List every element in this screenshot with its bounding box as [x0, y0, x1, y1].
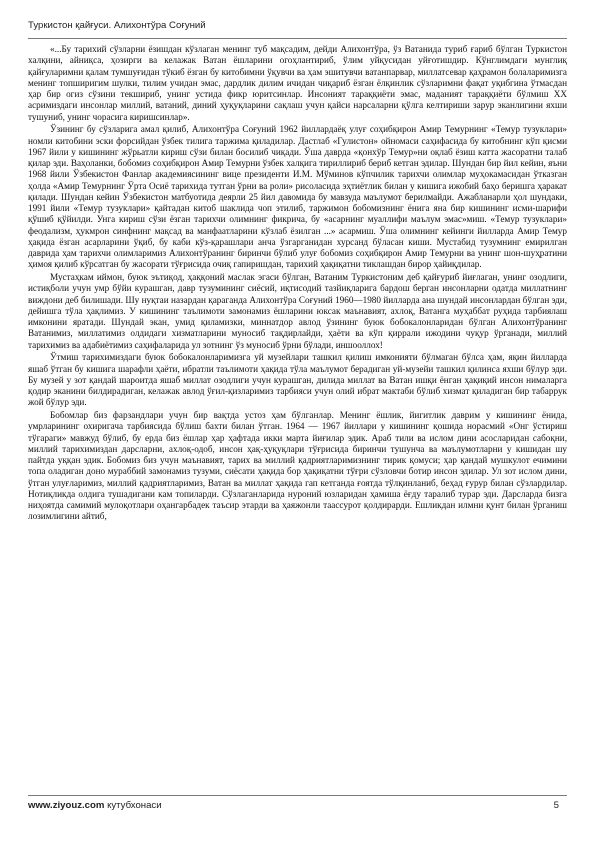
footer-site-link[interactable]: www.ziyouz.com [28, 800, 105, 811]
paragraph-1: «...Бу тарихий сўзларни ёзишдан кўзлаган менинг туб мақсадим, дейди Алихонтўра, ўз Ватанида туриб ғариб бўлган Туркистон халқини, айниқса, ҳозирги ва келажак Ватан ёшларини огоҳлантириб, ўлим уйқусидан уйғотишдир. Кўнглимдаги мунглиқ қайғуларимни қалам тумшуғидан тўкиб ёзган бу китобимни ўқувчи ва ҳам эшитувчи ватанпарвар, миллатсевар қаҳрамон болаларимизга менинг топширигим шулки, тилим учидан эмас, дардлик дилим ичидан чиқариб ёзган ёлқинлик сўзларимни фақат уқибгина ўтмасдан ҳар бир огиз сўзини текшириб, унинг устида фикр юритсинлар. Инсоният тараққиёти эмас, маданият тараққиёти бўлмиш XX асримиздаги инсонлар миллий, ватаний, диний ҳуқуқларини сақлаш учун қайси нарсаларни қўлга келтириши зарур эканлигини яхши тушуниб, унинг чорасига киришсинлар». [28, 44, 567, 122]
page-body [28, 44, 567, 789]
paragraph-2: Ўзининг бу сўзларига амал қилиб, Алихонтўра Соғуний 1962 йиллардаёқ улуғ соҳибқирон Амир Темурнинг «Темур тузуклари» номли китобини эски форсийдан ўзбек тилига таржима қиладилар. Дастлаб «Гулистон» ойномаси саҳифасида бу китобнинг кўп қисми 1967 йили у кишининг жўрьатли кириш сўзи билан босилиб чиқади. Ўша даврда «қонхўр Темур»ни оқлаб ёзиш катта жасоратни талаб қилар эди. Ваҳоланки, бобомиз соҳибқирон Амир Темурни ўзбек халқига тириллириб бериб кетган эдилар. Шундан бир йил кейин, яъни 1968 йили Ўзбекистон Фанлар академиясининг вице президенти И.М. Мўминов кўпчилик тарихчи олимлар муҳокамасидан ўтказган ҳолда «Амир Темурнинг Ўрта Осиё тарихида тутган ўрни ва роли» рисоласида эҳтиётлик билан у кишига ижобий баҳо беришга ҳаракат қилади. Шундан кейин Ўзбекистон матбуотида деярли 25 йил давомида бу мавзуда маълумот берилмайди. Ажабланарли ҳол шундаки, 1991 йили «Темур тузуклари» қайтадан китоб шаклида чоп этилиб, таржимон бобомизнинг ёнига яна бир кишининг исми-шарифи қўшиб қўйилди. Унга кириш сўзи ёзган тарихчи олимнинг фикрича, бу «асарнинг муаллифи маълум эмас»миш. «Темур тузуклари» феодализм, ҳукмрон синфнинг мақсад ва манфаатларини кўзлаб ёзилган ...» асармиш. Ўша олимнинг кейинги йилларда Амир Темур ҳақида ёзган асарларини ўқиб, бу каби кўз-қарашлари анча ўзгарганидан хурсанд бўласан киши. Мустабид тузумнинг емирилган даврида ҳам тарихчи олимларимиз Алихонтўранинг биринчи бўлиб улуғ бобомиз соҳибқирон Амир Темурни ва унинг шон-шуҳратини ҳимоя қилиб кўрсатган бу жасорати тўғрисида очиқ гапиришдан, тарихий ҳақиқатни тиклашдан бирор ҳайиқдилар. [28, 124, 567, 270]
footer-divider [28, 795, 567, 796]
page-footer [28, 800, 567, 811]
footer-label: кутубхонаси [107, 800, 162, 811]
page-header [28, 20, 567, 31]
paragraph-5: Бобомлар биз фарзандлари учун бир вақтда устоз ҳам бўлганлар. Менинг ёшлик, йигитлик даврим у кишининг ёнида, умрларининг охиригача тарбиясида бўлиш бахти билан ўтган. 1964 — 1967 йиллари у кишининг қошида норасмий «Онг ўстириш тўгараги» мавжуд бўлиб, бу ерда биз ёшлар ҳар ҳафтада икки марта йиғилар эдик. Араб тили ва ислом дини асосларидан сабоқни, миллий тарихимиздан дарсларни, ахлоқ-одоб, инсон ҳақ-ҳуқуқлари тўғрисида биринчи тушунча ва маълумотларни у кишидан шу пайтда уққан эдик. Бобомиз биз учун маънавият, тарих ва миллий қадриятларимизнинг тирик қомуси; ҳар қандай мушкулот ечимини топа оладиган доно мураббий замонамиз тузуми, сиёсати ҳақида бор ҳақиқатни тўғри сўзловчи ботир инсон эдилар. Ул зот ислом дини, ўтган улуғларимиз, миллий қадриятларимиз, Ватан ва миллат ҳақида гап кетганда ғоятда тўлқинланиб, беҳад ғурур билан сўзлардилар. Нотиқликда олдига тушадигани кам топиларди. Сўзлаганларида нуроний юзларидан ҳамиша ёғду таралиб турар эди. Дарсларда бизга ниҳоятда самимий мулоқотлари оҳангарбадек таъсир этарди ва ҳаяжонли таассурот қолдирарди. Ешликдан илмни қунт билан ўрганиш лозимлигини айтиб, [28, 410, 567, 522]
header-divider [28, 38, 567, 39]
header-title: Туркистон қайғуси. Алихонтўра Соғуний [28, 20, 206, 31]
paragraph-3: Мустаҳкам иймон, буюк эътиқод, ҳаққоний маслак эгаси бўлган, Ватаним Туркистоним деб қайғуриб йиғлаган, унинг озодлиги, истиқболи учун умр бўйи курашган, давр тузумининг сиёсий, иқтисодий тазйиқларига бардош берган инсонларни одатда миллатнинг виждони деб билишади. Шу нуқтаи назардан қараганда Алихонтўра Соғуний 1960—1980 йилларда ана шундай инсонлардан бўлган эди, дейишга тўла ҳақлимиз. У кишининг таълимоти замонамиз ёшларини юксак маънавият, ахлоқ, Ватанга муҳаббат руҳида тарбиялаш имконини яратади. Шундай экан, умид қиламизки, миннатдор авлод ўзининг буюк бобокалонларидан бўлган Алихонтўранинг Ватанимиз, миллатимиз олдидаги хизматларини муносиб тақдирлайди, ҳаёти ва кўп қиррали ижодини чуқур ўрганади, миллий тарихимиз ва адабиётимиз саҳифаларида ул зотнинг ўз муносиб ўрни бўлади, иншооллох! [28, 272, 567, 350]
paragraph-4: Ўтмиш тарихимиздаги буюк бобокалонларимизга уй музейлари ташкил қилиш имконияти бўлмаган бўлса ҳам, яқин йилларда яшаб ўтган бу кишига шарафли ҳаёти, ибратли таълимоти ҳақида тўла маълумот берадиган уй-музейи ташкил қилинса яхши бўлур эди. Бу музей у зот қандай шароитда яшаб миллат озодлиги учун курашган, дилида миллат ва Ватан ишқи ёнган ҳақиқий инсон нималарга қодир эканини билдирадиган, келажак авлод ўғил-қизларимиз тарбияси учун олий ибрат мактаби бўлиб хизмат қиладиган бир табаррук жой бўлур эди. [28, 352, 567, 408]
page-number: 5 [553, 800, 559, 811]
